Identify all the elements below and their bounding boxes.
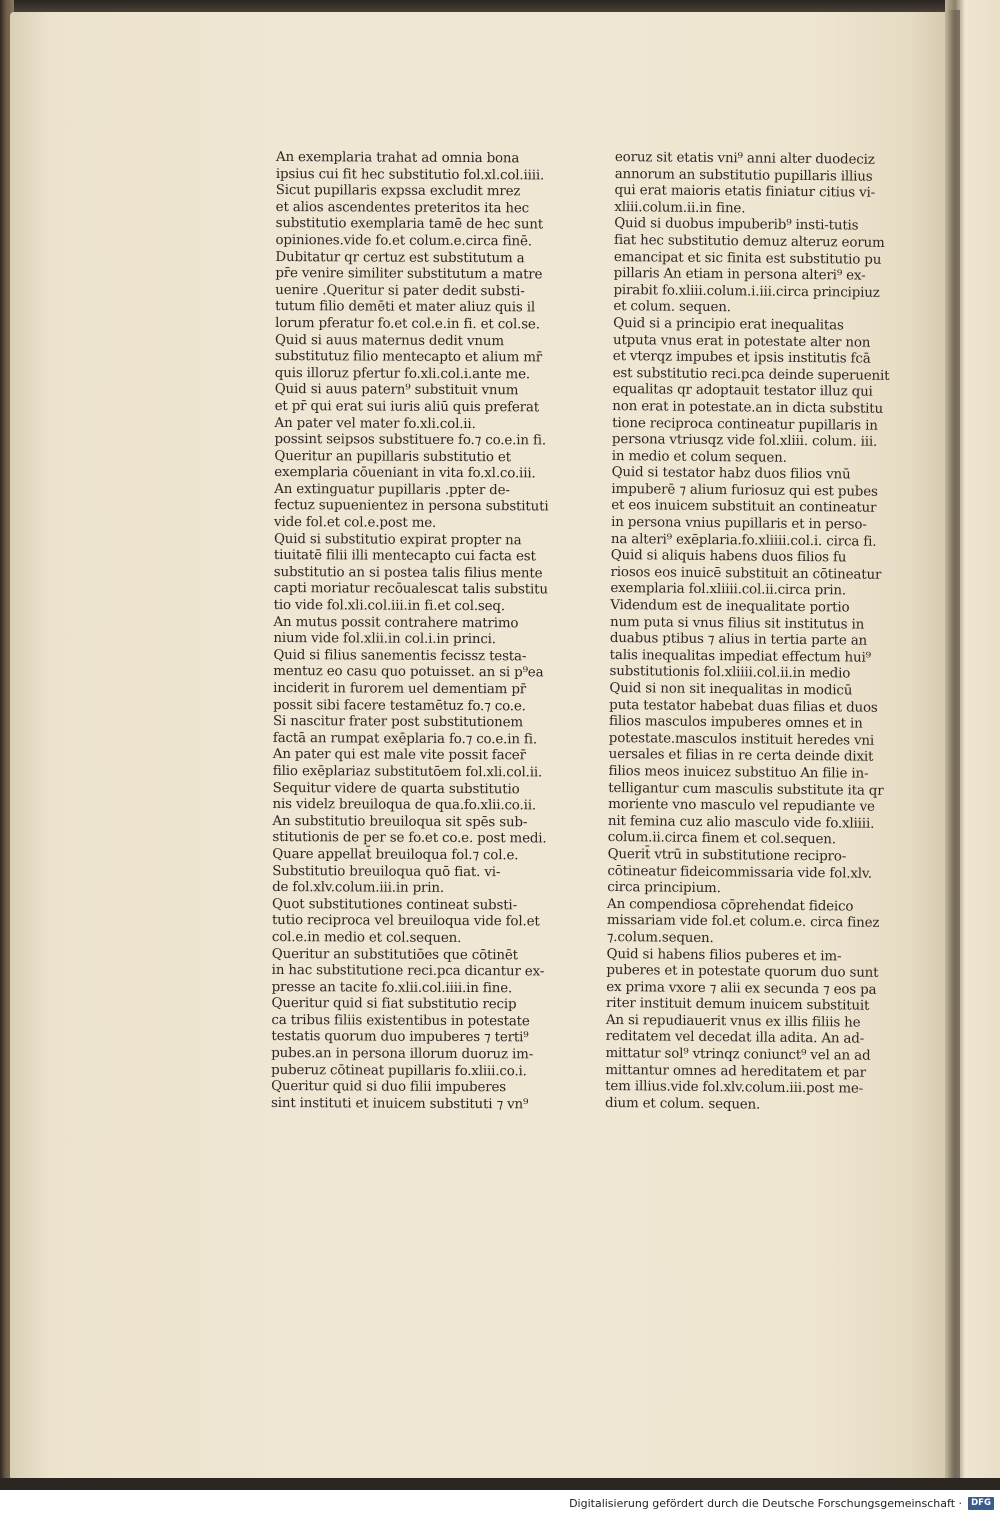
text-line: Quid si auus patern⁹ substituit vnum [274,382,519,399]
text-line: duabus ptibus ⁊ alius in tertia parte an [609,631,868,649]
text-line: An exemplaria trahat ad omnia bona [275,150,520,167]
text-line: pirabit fo.xliii.colum.i.iii.circa principiuz [613,282,880,301]
text-line: na alteri⁹ exēplaria.fo.xliiii.col.i. circa fi. [610,531,877,550]
text-line: An substitutio breuiloqua sit spēs sub- [272,813,528,831]
text-line: pillaris An etiam in persona alteri⁹ ex- [613,266,866,284]
text-line: uersales et filias in re certa deinde dixit [608,747,874,766]
text-line: riosos eos inuicē substituit an cōtineatur [610,564,882,583]
text-line: Quid si filius sanementis fecissz testa- [273,647,527,665]
text-column-right [604,150,890,1115]
text-line: et vterqz impubes et ipsis institutis fcā [612,349,871,367]
text-line: col.e.in medio et col.sequen. [271,929,462,946]
text-line: substitutio an si postea talis filius mente [273,564,543,582]
text-line: est substitutio reci.pca deinde superuenit [612,365,890,384]
text-line: Dubitatur qr certuz est substitutum a [275,249,525,266]
text-line: An pater vel mater fo.xli.col.ii. [274,415,476,432]
text-line: circa principium. [607,880,721,897]
text-line: in hac substitutione reci.pca dicantur ex- [271,963,545,980]
text-line: Quid si non sit inequalitas in modicū [609,680,853,699]
text-line: Queritur an substitutiōes que cōtinēt [271,946,518,963]
text-line: Quot substitutiones contineat substi- [272,896,518,913]
text-line: factā an rumpat exēplaria fo.⁊ co.e.in fi. [272,730,538,748]
text-line: nium vide fol.xlii.in col.i.in princi. [273,631,496,648]
gutter-shadow [948,10,960,1480]
text-line: Quare appellat̄ breuiloqua fol.⁊ col.e. [272,846,519,864]
text-line: ipsius cui fit hec substitutio fol.xl.col.iiii. [275,166,545,183]
text-line: An mutus possit contrahere matrimo [273,614,519,631]
funding-credit: Digitalisierung gefördert durch die Deutsche Forschungsgemeinschaft · [569,1497,962,1510]
text-line: exemplaria fol.xliiii.col.ii.circa prin. [610,581,847,599]
text-line: et colum. sequen. [613,299,731,316]
text-line: Quid si duobus impuberib⁹ insti-tutis [614,216,859,234]
text-line: filios masculos impuberes omnes et in [608,714,863,732]
text-line: tiuitatē filii illi mentecapto cui facta est [273,548,536,565]
text-line: fiat hec substitutio demuz alteruz eorum [613,232,885,251]
text-line: filio exēplariaz substitutōem fol.xli.col.ii. [272,763,543,781]
text-line: uenire .Queritur si pater dedit substi- [275,282,525,300]
text-line: substitutio exemplaria tamē de hec sunt [275,216,544,233]
text-line: tem illius.vide fol.xlv.colum.iii.post me- [605,1079,864,1097]
text-line: ⁊.colum.sequen. [606,929,714,946]
dfg-logo: DFG [968,1497,994,1510]
text-line: riter instituit demum inuicem substituit [605,996,870,1014]
text-line: lorum pferatur fo.et col.e.in fi. et col.se. [275,315,540,333]
text-line: et eos inuicem substituit an contineatur [611,498,877,517]
text-line: Quid si a principio erat inequalitas [613,315,844,334]
text-line: puberes et in potestate quorum duo sunt [606,963,879,981]
text-line: in persona vnius pupillaris et in perso- [611,515,867,533]
text-line: Quid si substitutio expirat propter na [273,531,522,548]
text-line: Quid si aliquis habens duos filios fu [610,548,847,566]
text-line: possit sibi facere testamētuz fo.⁊ co.e. [273,697,526,714]
text-line: non erat in potestate.an in dicta substitu [612,398,884,417]
text-line: inciderit in furorem uel dementiam pr̄ [273,680,527,698]
text-line: exemplaria cōueniant in vita fo.xl.co.iii. [274,465,536,482]
text-line: An compendiosa cōprehendat fideico [607,896,854,915]
text-line: persona vtriusqz vide fol.xliii. colum. iii. [611,432,878,450]
text-line: Sequitur videre de quarta substitutio [272,780,520,797]
text-line: impuberē ⁊ alium furiosuz qui est pubes [611,481,878,500]
text-line: mittatur sol⁹ vtrinqz coniunct⁹ vel an ad [605,1046,871,1064]
text-line: fectuz supuenientez in persona substituti [274,498,549,515]
text-line: An extinguatur pupillaris .ppter de- [274,481,510,499]
text-line: capti moriatur recōualescat talis substitu [273,581,548,598]
text-line: Queritur an pupillaris substitutio et [274,448,511,465]
text-line: et pr̄ qui erat sui iuris aliū quis preferat [274,398,540,416]
text-line: Queritur quid si fiat substitutio recip [271,996,517,1013]
text-line: utputa vnus erat in potestate alter non [612,332,871,351]
page-bottom-edge [0,1478,1000,1490]
text-line: telligantur cum masculis substitute ita qr [608,780,884,799]
text-line: puta testator habebat duas filias et duos [609,697,878,716]
text-line: tutum filio demēti et mater aliuz quis il [275,299,536,316]
footer-bar [0,1490,1000,1518]
text-line: filios meos inuicez substituo An filie in- [608,763,869,782]
text-line: Quid si auus maternus dedit vnum [274,332,504,349]
text-line: reditatem vel decedat illa adita. An ad- [605,1029,865,1048]
text-line: sint instituti et inuicem substituti ⁊ vn⁹ [270,1095,529,1113]
text-line: equalitas qr adoptauit testator illuz qui [612,382,873,401]
text-line: qui erat maioris etatis finiatur citius vi- [614,183,876,201]
text-line: Queritur quid si duo filii impuberes [271,1079,507,1096]
text-line: moriente vno masculo vel repudiante ve [608,797,875,815]
text-line: substitutionis fol.xliiii.col.ii.in medio [609,664,851,682]
text-line: substitutuz filio mentecapto et alium mr̄ [274,349,543,366]
text-line: pr̄e venire similiter substitutum a matre [275,266,543,283]
text-line: testatis quorum duo impuberes ⁊ terti⁹ [271,1029,529,1046]
text-line: Querit̄ vtrū in substitutione recipro- [607,846,847,865]
text-line: cōtineatur fideicommissaria vide fol.xlv. [607,863,872,882]
text-line: emancipat et sic finita est substitutio pu [613,249,882,268]
text-line: Sicut pupillaris expssa excludit mrez [275,183,521,200]
text-column-left [270,150,549,1114]
text-line: colum.ii.circa finem et col.sequen. [607,830,836,848]
text-line: Quid si habens filios puberes et im- [606,946,842,964]
text-line: annorum an substitutio pupillaris illius [614,166,873,185]
text-line: nis videlz breuiloqua de qua.fo.xlii.co.ii. [272,797,537,814]
text-line: et alios ascendentes preteritos ita hec [275,199,530,217]
text-line: in medio et colum sequen. [611,448,787,466]
text-line: stitutionis de per se fo.et co.e. post medi. [272,830,547,847]
text-line: An pater qui est male vite possit facer̄ [272,747,526,764]
text-line: talis inequalitas impediat effectum hui⁹ [609,647,871,666]
text-line: Quid si testator habz duos filios vnū [611,465,851,483]
text-line: Videndum est de inequalitate portio [610,598,850,616]
text-line: possint seipsos substituere fo.⁊ co.e.in fi. [274,432,547,449]
text-line: An si repudiauerit vnus ex illis filiis he [605,1012,861,1031]
text-line: puberuz cōtineat pupillaris fo.xliii.co.i. [271,1062,527,1079]
text-line: vide fol.et col.e.post me. [274,515,437,531]
text-line: ex prima vxore ⁊ alii ex secunda ⁊ eos pa [606,979,877,998]
text-line: mentuz eo casu quo potuisset. an si p⁹ea [273,664,544,681]
text-line: xliii.colum.ii.in fine. [614,199,746,217]
text-line: dium et colum. sequen. [604,1095,761,1113]
text-line: tutio reciproca vel breuiloqua vide fol.et [271,913,540,930]
text-line: nit femina cuz alio masculo vide fo.xliiii. [607,813,875,832]
text-line: missariam vide fol.et colum.e. circa finez [606,913,880,932]
text-line: pubes.an in persona illorum duoruz im- [271,1046,534,1063]
text-line: presse an tacite fo.xlii.col.iiii.in fine. [271,979,513,996]
text-line: num puta si vnus filius sit institutus in [609,614,865,633]
text-line: quis illoruz pfertur fo.xli.col.i.ante me. [274,365,531,383]
text-line: mittantur omnes ad hereditatem et par [605,1062,867,1081]
text-line: tio vide fol.xli.col.iii.in fi.et col.seq. [273,598,506,615]
text-line: de fol.xlv.colum.iii.in prin. [272,880,445,897]
text-line: potestate.masculos instituit heredes vni [608,730,875,749]
text-line: tione reciproca contineatur pupillaris in [612,415,878,434]
text-line: ca tribus filiis existentibus in potestate [271,1012,530,1030]
text-line: Substitutio breuiloqua quō fiat. vi- [272,863,501,880]
text-line: opiniones.vide fo.et colum.e.circa finē. [275,232,532,250]
text-line: Si nascitur frater post substitutionem [272,714,524,731]
text-line: eoruz sit etatis vni⁹ anni alter duodeciz [614,150,875,168]
